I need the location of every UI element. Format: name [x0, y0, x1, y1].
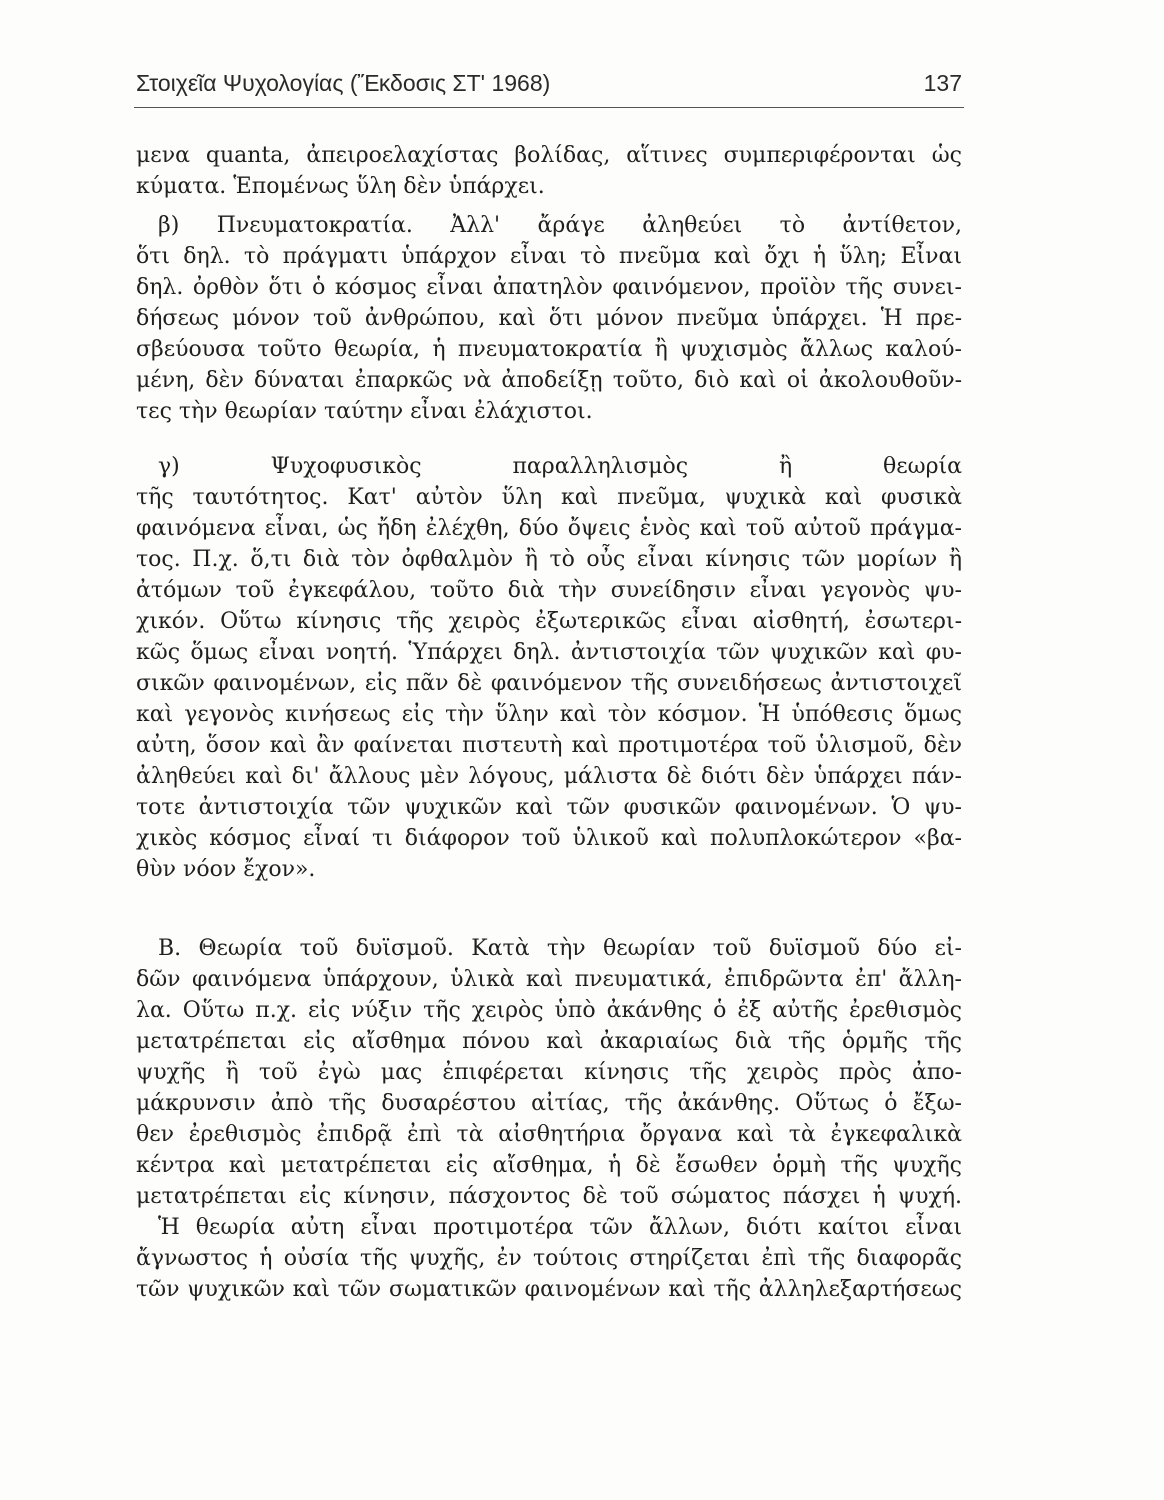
text-line: β) Πνευματοκρατία. Ἀλλ' ἄράγε ἀληθεύει τὸ ἀντίθετον, [158, 213, 962, 238]
text-line: μετατρέπεται εἰς αἴσθημα πόνου καὶ ἀκαριαίως διὰ τῆς ὁρμῆς τῆς [136, 1029, 962, 1054]
text-line: μάκρυνσιν ἀπὸ τῆς δυσαρέστου αἰτίας, τῆς ἀκάνθης. Οὕτως ὁ ἔξω- [136, 1091, 962, 1116]
text-line: χικόν. Οὕτω κίνησις τῆς χειρὸς ἐξωτερικῶς εἶναι αἰσθητή, ἐσωτερι- [136, 609, 962, 634]
text-line: τῶν ψυχικῶν καὶ τῶν σωματικῶν φαινομένων καὶ τῆς ἀλληλεξαρτήσεως [136, 1277, 962, 1302]
text-line: σικῶν φαινομένων, εἰς πᾶν δὲ φαινόμενον τῆς συνειδήσεως ἀντιστοιχεῖ [136, 671, 962, 696]
text-line: γ) Ψυχοφυσικὸς παραλληλισμὸς ἢ θεωρία [158, 454, 962, 479]
text-line: μένη, δὲν δύναται ἐπαρκῶς νὰ ἀποδείξῃ τοῦτο, διὸ καὶ οἱ ἀκολουθοῦν- [136, 368, 962, 393]
text-line: κῶς ὅμως εἶναι νοητή. Ὑπάρχει δηλ. ἀντιστοιχία τῶν ψυχικῶν καὶ φυ- [136, 640, 962, 665]
text-line: αὐτη, ὅσον καὶ ἂν φαίνεται πιστευτὴ καὶ προτιμοτέρα τοῦ ὑλισμοῦ, δὲν [136, 733, 962, 758]
text-line: Β. Θεωρία τοῦ δυϊσμοῦ. Κατὰ τὴν θεωρίαν τοῦ δυϊσμοῦ δύο εἰ- [158, 936, 962, 961]
text-line: μενα quanta, ἀπειροελαχίστας βολίδας, αἵτινες συμπεριφέρονται ὡς [136, 143, 962, 168]
text-line: φαινόμενα εἶναι, ὡς ἤδη ἐλέχθη, δύο ὄψεις ἑνὸς καὶ τοῦ αὐτοῦ πράγμα- [136, 516, 962, 541]
text-line: ἄγνωστος ἡ οὐσία τῆς ψυχῆς, ἐν τούτοις στηρίζεται ἐπὶ τῆς διαφορᾶς [136, 1246, 962, 1271]
text-line: μετατρέπεται εἰς κίνησιν, πάσχοντος δὲ τοῦ σώματος πάσχει ἡ ψυχή. [136, 1184, 962, 1209]
text-line: τῆς ταυτότητος. Κατ' αὐτὸν ὕλη καὶ πνεῦμα, ψυχικὰ καὶ φυσικὰ [136, 485, 962, 510]
text-line: ὅτι δηλ. τὸ πράγματι ὑπάρχον εἶναι τὸ πνεῦμα καὶ ὄχι ἡ ὕλη; Εἶναι [136, 244, 962, 269]
text-line: δηλ. ὀρθὸν ὅτι ὁ κόσμος εἶναι ἀπατηλὸν φαινόμενον, προϊὸν τῆς συνει- [136, 275, 962, 300]
text-line: ψυχῆς ἢ τοῦ ἐγὼ μας ἐπιφέρεται κίνησις τῆς χειρὸς πρὸς ἀπο- [136, 1060, 962, 1085]
text-line: ἀτόμων τοῦ ἐγκεφάλου, τοῦτο διὰ τὴν συνείδησιν εἶναι γεγονὸς ψυ- [136, 578, 962, 603]
text-line: τος. Π.χ. ὅ,τι διὰ τὸν ὀφθαλμὸν ἢ τὸ οὖς εἶναι κίνησις τῶν μορίων ἢ [136, 547, 962, 572]
text-line: Ἡ θεωρία αὐτη εἶναι προτιμοτέρα τῶν ἄλλων, διότι καίτοι εἶναι [158, 1215, 962, 1240]
text-line: λα. Οὕτω π.χ. εἰς νύξιν τῆς χειρὸς ὑπὸ ἀκάνθης ὁ ἐξ αὐτῆς ἐρεθισμὸς [136, 998, 962, 1023]
text-line: σβεύουσα τοῦτο θεωρία, ἡ πνευματοκρατία ἢ ψυχισμὸς ἄλλως καλού- [136, 337, 962, 362]
text-line: χικὸς κόσμος εἶναί τι διάφορον τοῦ ὑλικοῦ καὶ πολυπλοκώτερον «βα- [136, 826, 962, 851]
text-line: θὺν νόον ἔχον». [136, 857, 316, 882]
text-line: θεν ἐρεθισμὸς ἐπιδρᾷ ἐπὶ τὰ αἰσθητήρια ὄργανα καὶ τὰ ἐγκεφαλικὰ [136, 1122, 962, 1147]
text-line: κέντρα καὶ μετατρέπεται εἰς αἴσθημα, ἡ δὲ ἔσωθεν ὁρμὴ τῆς ψυχῆς [136, 1153, 962, 1178]
text-line: δῶν φαινόμενα ὑπάρχουν, ὑλικὰ καὶ πνευματικά, ἐπιδρῶντα ἐπ' ἄλλη- [136, 967, 962, 992]
header-rule [134, 107, 964, 108]
page-number: 137 [923, 70, 962, 96]
text-line: κύματα. Ἑπομένως ὕλη δὲν ὑπάρχει. [136, 174, 545, 199]
text-line: τες τὴν θεωρίαν ταύτην εἶναι ἐλάχιστοι. [136, 399, 593, 424]
text-line: δήσεως μόνον τοῦ ἀνθρώπου, καὶ ὅτι μόνον πνεῦμα ὑπάρχει. Ἡ πρε- [136, 306, 962, 331]
text-line: καὶ γεγονὸς κινήσεως εἰς τὴν ὕλην καὶ τὸν κόσμον. Ἡ ὑπόθεσις ὅμως [136, 702, 962, 727]
text-line: ἀληθεύει καὶ δι' ἄλλους μὲν λόγους, μάλιστα δὲ διότι δὲν ὑπάρχει πάν- [136, 764, 962, 789]
text-line: τοτε ἀντιστοιχία τῶν ψυχικῶν καὶ τῶν φυσικῶν φαινομένων. Ὁ ψυ- [136, 795, 962, 820]
header-title: Στοιχεῖα Ψυχολογίας (Ἔκδοσις ΣΤ' 1968) [136, 70, 551, 96]
